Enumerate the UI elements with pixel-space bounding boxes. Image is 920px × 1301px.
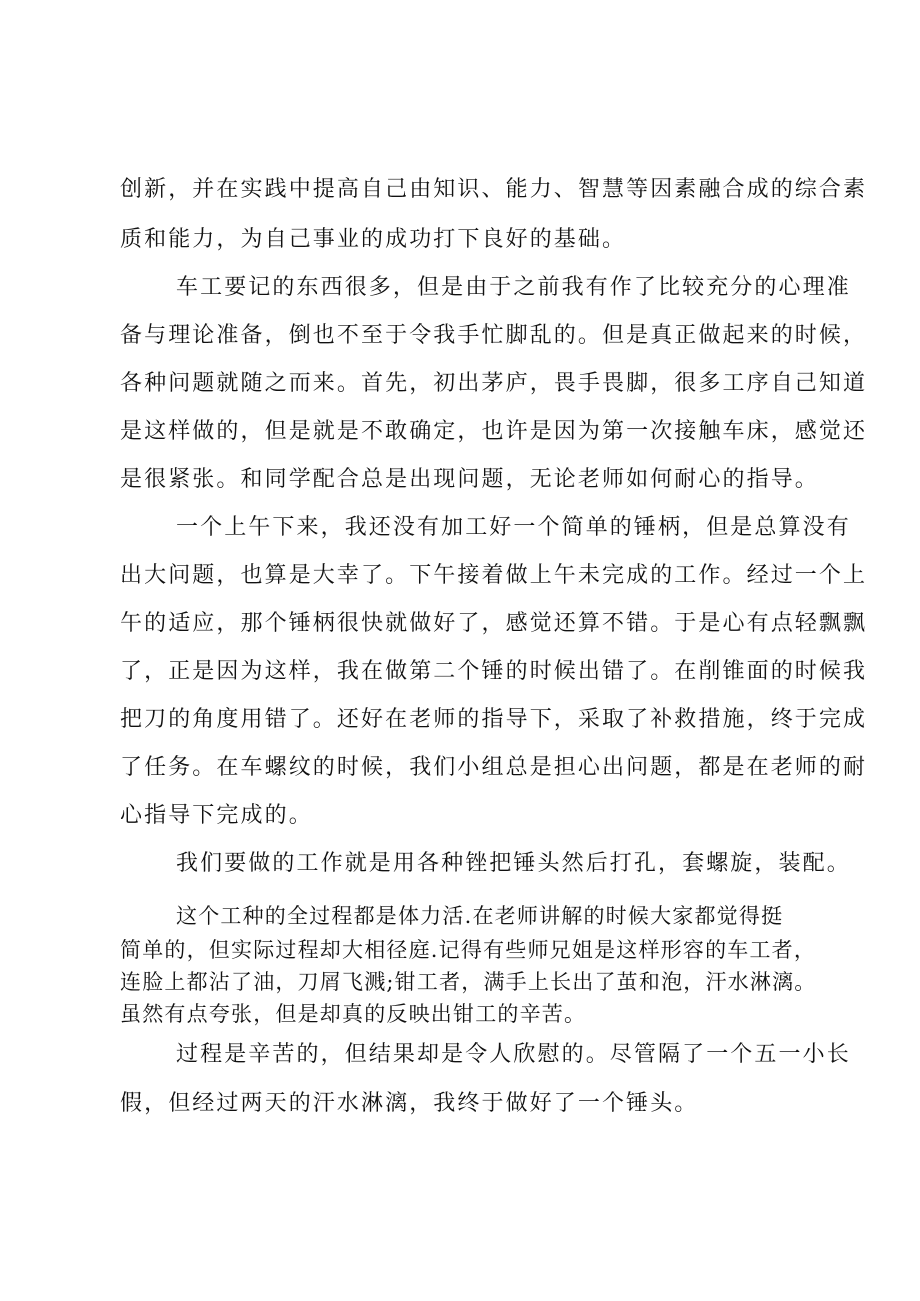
paragraph-line: 是很紧张。和同学配合总是出现问题，无论老师如何耐心的指导。 xyxy=(120,467,819,492)
paragraph-line: 一个上午下来，我还没有加工好一个简单的锤柄，但是总算没有 xyxy=(176,515,851,540)
paragraph-line: 午的适应，那个锤柄很快就做好了，感觉还算不错。于是心有点轻飘飘 xyxy=(120,611,868,636)
paragraph-line: 连脸上都沾了油，刀屑飞溅;钳工者，满手上长出了茧和泡，汗水淋漓。 xyxy=(120,970,817,994)
paragraph-line: 各种问题就随之而来。首先，初出茅庐，畏手畏脚，很多工序自己知道 xyxy=(120,371,868,396)
paragraph-line: 我们要做的工作就是用各种锉把锤头然后打孔，套螺旋，装配。 xyxy=(176,851,851,876)
paragraph-line: 简单的，但实际过程却大相径庭.记得有些师兄姐是这样形容的车工者， xyxy=(120,938,817,962)
paragraph-line: 心指导下完成的。 xyxy=(120,803,313,828)
paragraph-line: 创新，并在实践中提高自己由知识、能力、智慧等因素融合成的综合素 xyxy=(120,177,868,202)
paragraph-line: 车工要记的东西很多，但是由于之前我有作了比较充分的心理准 xyxy=(176,275,851,300)
paragraph-line: 假，但经过两天的汗水淋漓，我终于做好了一个锤头。 xyxy=(120,1091,699,1116)
paragraph-line: 了任务。在车螺纹的时候，我们小组总是担心出问题，都是在老师的耐 xyxy=(120,755,868,780)
paragraph-line: 过程是辛苦的，但结果却是令人欣慰的。尽管隔了一个五一小长 xyxy=(176,1042,851,1067)
paragraph-line: 虽然有点夸张，但是却真的反映出钳工的辛苦。 xyxy=(120,1002,587,1026)
paragraph-line: 了，正是因为这样，我在做第二个锤的时候出错了。在削锥面的时候我 xyxy=(120,659,868,684)
paragraph-line: 是这样做的，但是就是不敢确定，也许是因为第一次接触车床，感觉还 xyxy=(120,419,868,444)
paragraph-line: 出大问题，也算是大幸了。下午接着做上午未完成的工作。经过一个上 xyxy=(120,563,868,588)
paragraph-line: 这个工种的全过程都是体力活.在老师讲解的时候大家都觉得挺 xyxy=(176,904,784,928)
paragraph-line: 把刀的角度用错了。还好在老师的指导下，采取了补救措施，终于完成 xyxy=(120,707,868,732)
paragraph-line: 备与理论准备，倒也不至于令我手忙脚乱的。但是真正做起来的时候， xyxy=(120,323,868,348)
paragraph-line: 质和能力，为自己事业的成功打下良好的基础。 xyxy=(120,227,627,252)
